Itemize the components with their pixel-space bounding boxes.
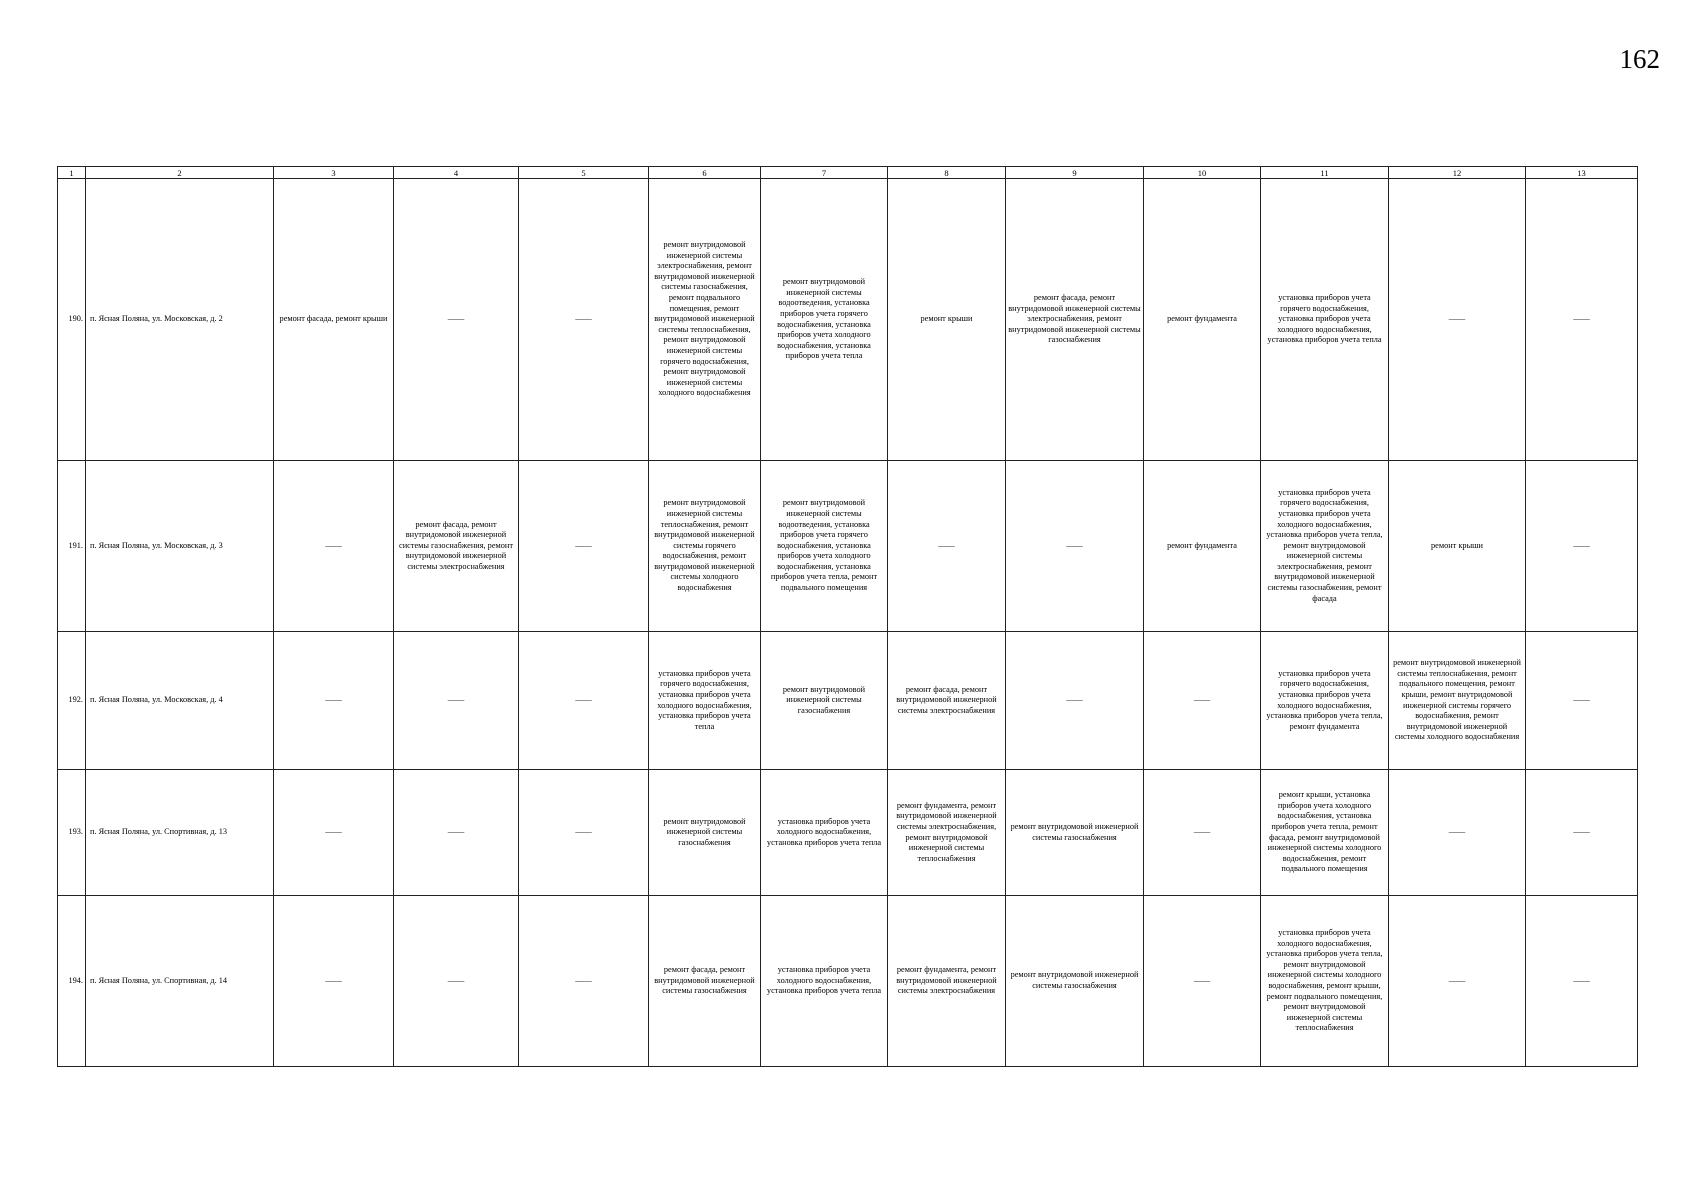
work-cell: установка приборов учета горячего водоснабжения, установка приборов учета холодного водоснабжения, установка приборов учета тепла <box>1261 179 1389 461</box>
work-cell: ремонт крыши <box>888 179 1006 461</box>
work-cell: установка приборов учета холодного водоснабжения, установка приборов учета тепла <box>761 770 888 896</box>
work-cell: —— <box>1144 770 1261 896</box>
work-cell: —— <box>1144 632 1261 770</box>
address-cell: п. Ясная Поляна, ул. Московская, д. 2 <box>86 179 274 461</box>
row-number: 194. <box>58 896 86 1067</box>
work-cell: ремонт фасада, ремонт внутридомовой инженерной системы газоснабжения, ремонт внутридомовой инженерной системы электроснабжения <box>394 461 519 632</box>
work-cell: ремонт внутридомовой инженерной системы электроснабжения, ремонт внутридомовой инженерной системы газоснабжения, ремонт подвального помещения, ремонт внутридомовой инженерной системы теплоснабжения, ремонт внутридомовой инженерной системы горячего водоснабжения, ремонт внутридомовой инженерной системы холодного водоснабжения <box>649 179 761 461</box>
work-cell: ремонт крыши, установка приборов учета холодного водоснабжения, установка приборов учета тепла, ремонт фасада, ремонт внутридомовой инженерной системы холодного водоснабжения, ремонт подвального помещения <box>1261 770 1389 896</box>
work-cell: ремонт фундамента <box>1144 179 1261 461</box>
work-cell: —— <box>1006 461 1144 632</box>
header-cell: 7 <box>761 167 888 179</box>
work-cell: установка приборов учета горячего водоснабжения, установка приборов учета холодного водоснабжения, установка приборов учета тепла <box>649 632 761 770</box>
table-row <box>58 896 1638 1067</box>
work-cell: ремонт внутридомовой инженерной системы газоснабжения <box>1006 896 1144 1067</box>
header-cell: 2 <box>86 167 274 179</box>
work-cell: —— <box>394 632 519 770</box>
work-cell: —— <box>1006 632 1144 770</box>
page-number: 162 <box>1619 44 1660 74</box>
work-cell: —— <box>1389 896 1526 1067</box>
header-cell: 13 <box>1526 167 1638 179</box>
work-cell: установка приборов учета горячего водоснабжения, установка приборов учета холодного водоснабжения, установка приборов учета тепла, ремонт внутридомовой инженерной системы электроснабжения, ремонт внутридомовой инженерной системы газоснабжения, ремонт фасада <box>1261 461 1389 632</box>
work-cell: —— <box>1144 896 1261 1067</box>
work-cell: установка приборов учета горячего водоснабжения, установка приборов учета холодного водоснабжения, установка приборов учета тепла, ремонт фундамента <box>1261 632 1389 770</box>
header-cell: 4 <box>394 167 519 179</box>
work-cell: —— <box>1526 770 1638 896</box>
work-cell: ремонт фундамента, ремонт внутридомовой инженерной системы электроснабжения <box>888 896 1006 1067</box>
work-cell: ремонт фундамента <box>1144 461 1261 632</box>
work-cell: —— <box>274 896 394 1067</box>
work-cell: —— <box>1389 770 1526 896</box>
work-cell: установка приборов учета холодного водоснабжения, установка приборов учета тепла, ремонт внутридомовой инженерной системы холодного водоснабжения, ремонт крыши, ремонт подвального помещения, ремонт внутридомовой инженерной системы теплоснабжения <box>1261 896 1389 1067</box>
work-cell: —— <box>274 770 394 896</box>
work-cell: ремонт внутридомовой инженерной системы газоснабжения <box>649 770 761 896</box>
work-cell: —— <box>519 632 649 770</box>
work-cell: —— <box>1526 179 1638 461</box>
work-cell: —— <box>519 770 649 896</box>
work-cell: —— <box>1526 896 1638 1067</box>
work-cell: ремонт фасада, ремонт внутридомовой инженерной системы электроснабжения <box>888 632 1006 770</box>
work-cell: —— <box>1526 461 1638 632</box>
work-cell: —— <box>394 896 519 1067</box>
header-cell: 9 <box>1006 167 1144 179</box>
work-cell: ремонт внутридомовой инженерной системы теплоснабжения, ремонт подвального помещения, ремонт крыши, ремонт внутридомовой инженерной системы горячего водоснабжения, ремонт внутридомовой инженерной системы холодного водоснабжения <box>1389 632 1526 770</box>
work-cell: —— <box>519 896 649 1067</box>
work-cell: —— <box>274 632 394 770</box>
row-number: 192. <box>58 632 86 770</box>
table-row <box>58 179 1638 461</box>
address-cell: п. Ясная Поляна, ул. Спортивная, д. 14 <box>86 896 274 1067</box>
table-row <box>58 461 1638 632</box>
work-cell: —— <box>394 179 519 461</box>
address-cell: п. Ясная Поляна, ул. Спортивная, д. 13 <box>86 770 274 896</box>
address-cell: п. Ясная Поляна, ул. Московская, д. 4 <box>86 632 274 770</box>
work-cell: ремонт внутридомовой инженерной системы теплоснабжения, ремонт внутридомовой инженерной системы горячего водоснабжения, ремонт внутридомовой инженерной системы холодного водоснабжения <box>649 461 761 632</box>
work-cell: —— <box>1526 632 1638 770</box>
work-cell: ремонт фасада, ремонт крыши <box>274 179 394 461</box>
work-cell: ремонт крыши <box>1389 461 1526 632</box>
header-cell: 12 <box>1389 167 1526 179</box>
work-cell: ремонт фундамента, ремонт внутридомовой инженерной системы электроснабжения, ремонт внутридомовой инженерной системы теплоснабжения <box>888 770 1006 896</box>
row-number: 193. <box>58 770 86 896</box>
table-row <box>58 770 1638 896</box>
work-cell: —— <box>394 770 519 896</box>
row-number: 190. <box>58 179 86 461</box>
header-cell: 3 <box>274 167 394 179</box>
header-cell: 5 <box>519 167 649 179</box>
work-cell: установка приборов учета холодного водоснабжения, установка приборов учета тепла <box>761 896 888 1067</box>
work-cell: —— <box>519 179 649 461</box>
work-cell: ремонт внутридомовой инженерной системы водоотведения, установка приборов учета горячего водоснабжения, установка приборов учета холодного водоснабжения, установка приборов учета тепла <box>761 179 888 461</box>
table-row <box>58 632 1638 770</box>
header-cell: 8 <box>888 167 1006 179</box>
header-cell: 6 <box>649 167 761 179</box>
header-cell: 10 <box>1144 167 1261 179</box>
repair-schedule-table <box>57 166 1638 1067</box>
work-cell: —— <box>1389 179 1526 461</box>
header-cell: 1 <box>58 167 86 179</box>
work-cell: ремонт внутридомовой инженерной системы газоснабжения <box>761 632 888 770</box>
work-cell: —— <box>274 461 394 632</box>
work-cell: ремонт фасада, ремонт внутридомовой инженерной системы электроснабжения, ремонт внутридомовой инженерной системы газоснабжения <box>1006 179 1144 461</box>
header-cell: 11 <box>1261 167 1389 179</box>
work-cell: ремонт фасада, ремонт внутридомовой инженерной системы газоснабжения <box>649 896 761 1067</box>
row-number: 191. <box>58 461 86 632</box>
work-cell: —— <box>888 461 1006 632</box>
column-number-row <box>58 167 1638 179</box>
work-cell: —— <box>519 461 649 632</box>
work-cell: ремонт внутридомовой инженерной системы водоотведения, установка приборов учета горячего водоснабжения, установка приборов учета холодного водоснабжения, установка приборов учета тепла, ремонт подвального помещения <box>761 461 888 632</box>
address-cell: п. Ясная Поляна, ул. Московская, д. 3 <box>86 461 274 632</box>
work-cell: ремонт внутридомовой инженерной системы газоснабжения <box>1006 770 1144 896</box>
